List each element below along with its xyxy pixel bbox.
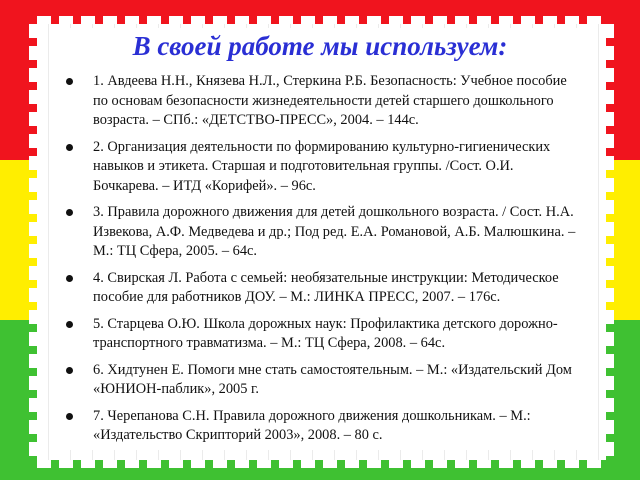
reference-item-6	[60, 361, 582, 400]
reference-item-3	[60, 203, 582, 262]
bullet-icon	[66, 275, 73, 282]
bullet-icon	[66, 209, 73, 216]
bullet-icon	[66, 78, 73, 85]
bullet-icon	[66, 144, 73, 151]
bullet-icon	[66, 321, 73, 328]
reference-item-7	[60, 407, 582, 446]
reference-text: 6. Хидтунен Е. Помоги мне стать самостоятельным. – М.: «Издательский Дом «ЮНИОН-паблик», 2005 г.	[93, 361, 572, 397]
reference-list	[60, 72, 582, 453]
bullet-icon	[66, 367, 73, 374]
slide-title: В своей работе мы используем:	[132, 31, 508, 61]
reference-text: 2. Организация деятельности по формированию культурно-гигиенических навыков и этикета. Старшая и подготовительная группы. /Сост. О.И. Бочкарева. – ИТД «Корифей». – 96с.	[93, 138, 551, 194]
reference-item-2	[60, 138, 582, 197]
bullet-icon	[66, 413, 73, 420]
reference-item-5	[60, 315, 582, 354]
reference-text: 5. Старцева О.Ю. Школа дорожных наук: Профилактика детского дорожно-транспортного травматизма. – М.: ТЦ Сфера, 2008. – 64с.	[93, 315, 558, 351]
reference-item-4	[60, 269, 582, 308]
reference-text: 4. Свирская Л. Работа с семьей: необязательные инструкции: Методическое пособие для работников ДОУ. – М.: ЛИНКА ПРЕСС, 2007. – 176с.	[93, 269, 559, 305]
reference-text: 7. Черепанова С.Н. Правила дорожного движения дошкольникам. – М.: «Издательство Скрипторий 2003», 2008. – 80 с.	[93, 407, 531, 443]
reference-item-1	[60, 72, 582, 131]
reference-text: 1. Авдеева Н.Н., Князева Н.Л., Стеркина Р.Б. Безопасность: Учебное пособие по основам безопасности жизнедеятельности детей старшего дошкольного возраста. – СПб.: «ДЕТСТВО-ПРЕСС», 2004. – 144с.	[93, 73, 567, 128]
reference-text: 3. Правила дорожного движения для детей дошкольного возраста. / Сост. Н.А. Извекова, А.Ф. Медведева и др.; Под ред. Е.А. Романовой, А.Б. Малюшкина. – М.: ТЦ Сфера, 2005. – 64с.	[93, 204, 576, 259]
